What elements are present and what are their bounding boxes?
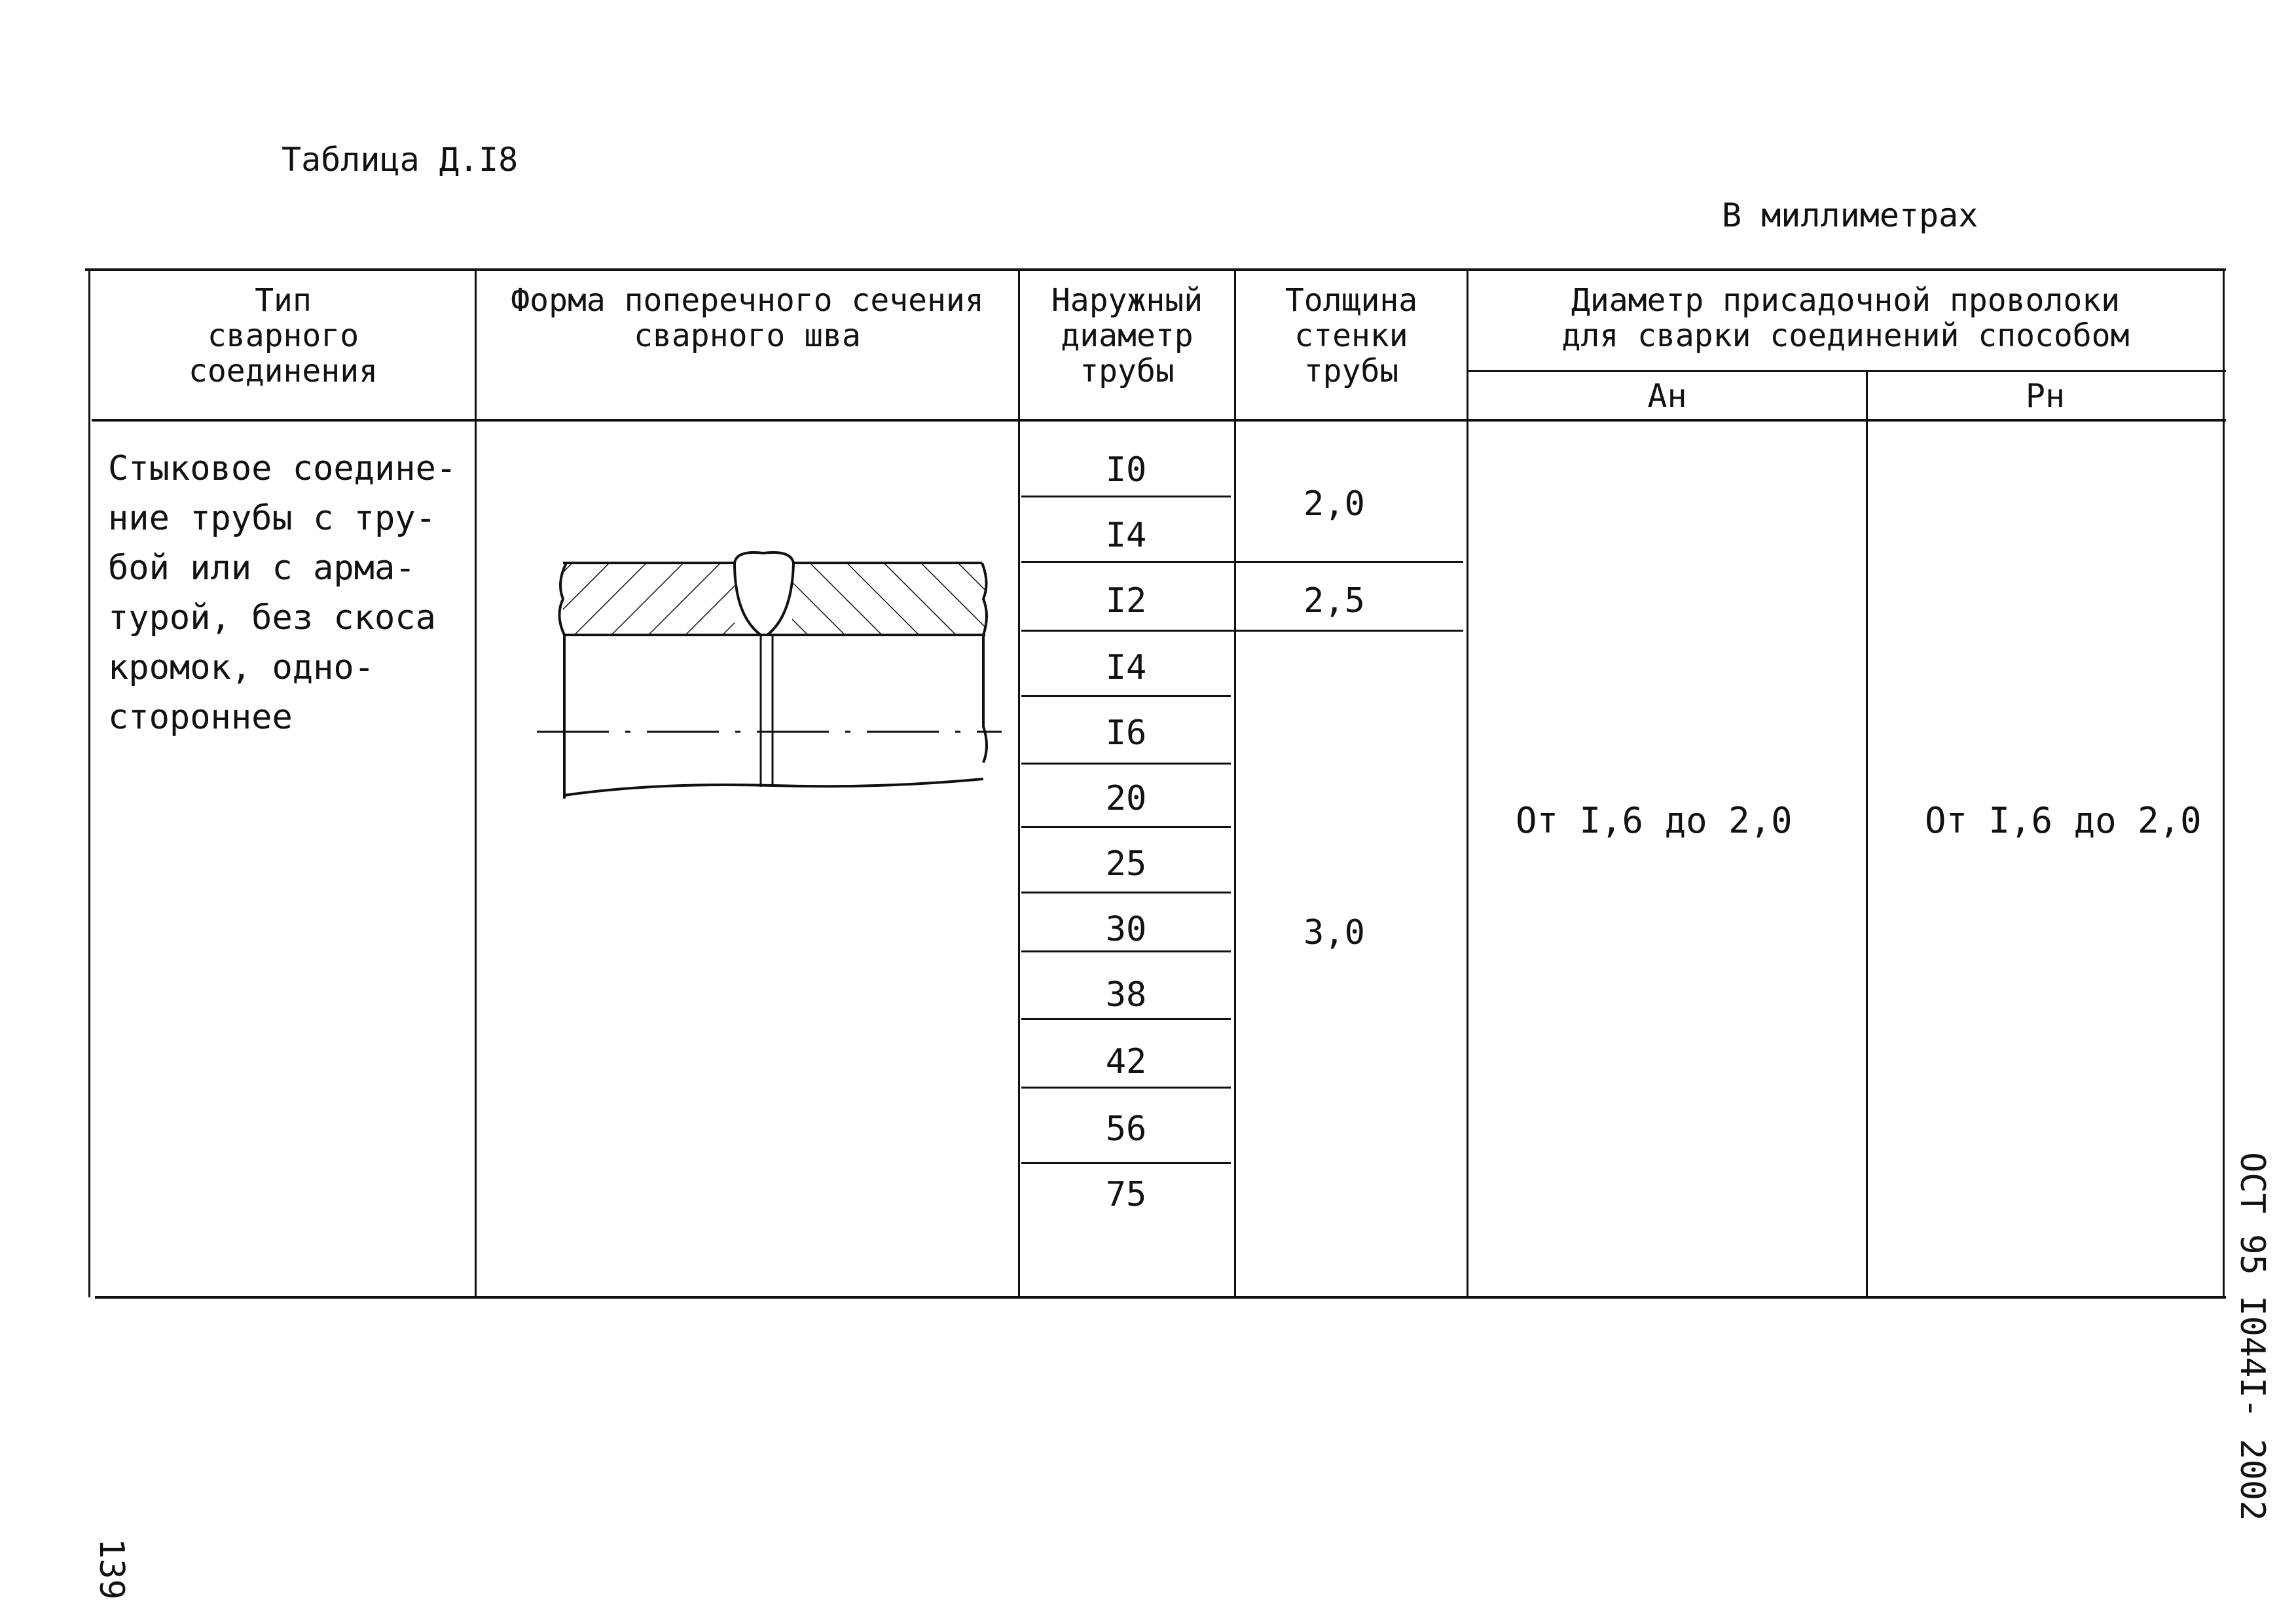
diameter-row-rule (1021, 826, 1231, 828)
table-caption: Таблица Д.I8 (282, 141, 519, 179)
diameter-cell: 20 (1105, 779, 1147, 818)
col-rule-4 (1467, 268, 1468, 1297)
diameter-cell: I4 (1105, 516, 1147, 555)
wire-diameter-an: От I,6 до 2,0 (1516, 800, 1793, 841)
header-outer-diameter: Наружный диаметр трубы (1051, 282, 1203, 389)
header-wall-thickness: Толщина стенки трубы (1285, 282, 1418, 389)
table-right-rule (2223, 268, 2225, 1297)
units-note: В миллиметрах (1722, 196, 1978, 234)
thickness-cell: 3,0 (1303, 913, 1365, 952)
joint-description: Стыковое соедине- ние трубы с тру- бой или с арма- турой, без скоса кромок, одно- стороннее (108, 449, 457, 737)
thickness-cell: 2,0 (1303, 484, 1365, 524)
header-cross-section: Форма поперечного сечения сварного шва (511, 282, 984, 354)
diameter-cell: I6 (1105, 713, 1147, 753)
diameter-cell: 25 (1105, 844, 1147, 884)
table-left-rule (88, 268, 90, 1297)
diameter-row-rule (1021, 950, 1231, 952)
diameter-cell: I0 (1105, 450, 1147, 490)
thickness-cell: 2,5 (1303, 581, 1365, 621)
col-rule-5 (1866, 370, 1868, 1297)
header-joint-type: Тип сварного соединения (189, 282, 378, 389)
diameter-cell: 30 (1105, 910, 1147, 949)
subheader-rule (1467, 370, 2226, 372)
diameter-cell: 38 (1105, 975, 1147, 1015)
diameter-row-rule (1021, 1018, 1231, 1020)
header-method-rn: Рн (2025, 377, 2066, 415)
diameter-row-rule (1021, 1087, 1231, 1089)
document-code: ОСТ 95 I044I- 2002 (2232, 1152, 2272, 1521)
diameter-row-rule (1021, 561, 1463, 563)
page-number: 139 (92, 1538, 131, 1600)
wire-diameter-rn: От I,6 до 2,0 (1925, 800, 2202, 841)
header-wire-diameter: Диаметр присадочной проволоки для сварки соединений способом (1561, 282, 2130, 354)
diameter-cell: I4 (1105, 648, 1147, 687)
col-rule-3 (1234, 268, 1236, 1297)
weld-cross-section-sketch (524, 537, 1021, 812)
diameter-cell: 75 (1105, 1175, 1147, 1214)
diameter-row-rule (1021, 892, 1231, 893)
table-bottom-rule (95, 1296, 2226, 1299)
diameter-row-rule (1021, 630, 1463, 632)
diameter-cell: 42 (1105, 1042, 1147, 1081)
diameter-cell: I2 (1105, 581, 1147, 621)
diameter-cell: 56 (1105, 1110, 1147, 1149)
header-method-an: Ан (1647, 377, 1687, 415)
table-top-rule (85, 268, 2226, 271)
diameter-row-rule (1021, 695, 1231, 697)
diameter-row-rule (1021, 1162, 1231, 1164)
diameter-row-rule (1021, 496, 1231, 497)
diameter-row-rule (1021, 763, 1231, 765)
header-bottom-rule (92, 419, 2226, 422)
col-rule-1 (475, 268, 477, 1297)
